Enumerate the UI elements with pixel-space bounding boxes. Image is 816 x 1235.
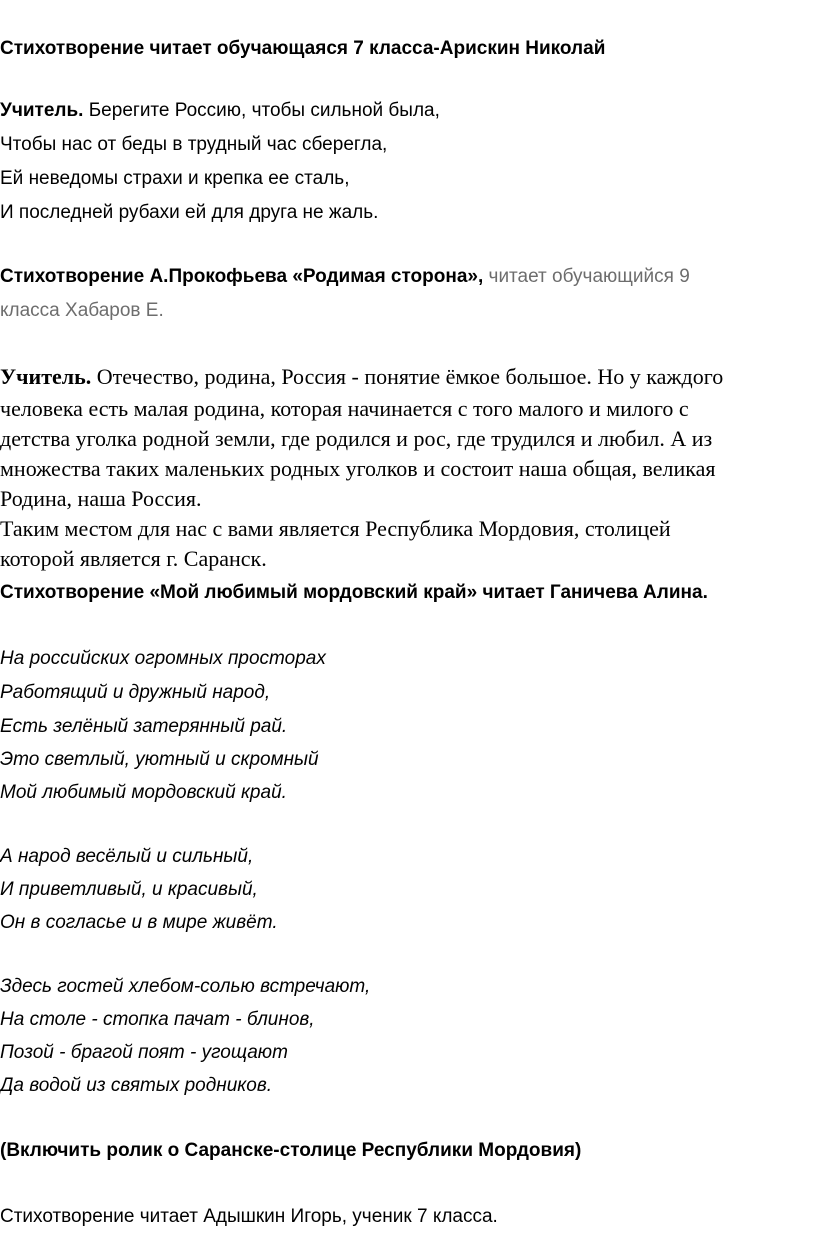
poem-line: Ей неведомы страхи и крепка ее сталь, [0, 168, 350, 189]
last-line: Стихотворение читает Адышкин Игорь, ученик 7 класса. [0, 1206, 498, 1227]
teacher-paragraph-line-1 [0, 364, 723, 390]
stanza-3-line: Позой - брагой поят - угощают [0, 1042, 288, 1063]
teacher-line-1 [0, 100, 440, 122]
teacher-label: Учитель. [0, 100, 84, 121]
stanza-1-line: Мой любимый мордовский край. [0, 782, 287, 803]
heading-poem-reader-2 [0, 266, 690, 288]
paragraph-line: Таким местом для нас с вами является Республика Мордовия, столицей [0, 516, 671, 541]
stanza-1-line: На российских огромных просторах [0, 648, 326, 669]
poem-line: Берегите Россию, чтобы сильной была, [83, 100, 440, 121]
stanza-1-line: Работящий и дружный народ, [0, 682, 271, 703]
paragraph-line: которой является г. Саранск. [0, 546, 267, 571]
stanza-2-line: А народ весёлый и сильный, [0, 846, 254, 867]
poem-title-bold: Стихотворение А.Прокофьева «Родимая сторона», [0, 266, 484, 287]
stanza-3-line: Здесь гостей хлебом-солью встречают, [0, 976, 371, 997]
stanza-1-line: Есть зелёный затерянный рай. [0, 716, 288, 737]
video-note: (Включить ролик о Саранске-столице Республики Мордовия) [0, 1140, 582, 1161]
poem-line: И последней рубахи ей для друга не жаль. [0, 202, 379, 223]
paragraph-line: детства уголка родной земли, где родился и рос, где трудился и любил. А из [0, 426, 713, 451]
heading-poem-reader-3: Стихотворение «Мой любимый мордовский край» читает Ганичева Алина. [0, 582, 708, 603]
teacher-label: Учитель. [0, 364, 92, 389]
stanza-2-line: Он в согласье и в мире живёт. [0, 912, 278, 933]
poem-reader-text-line2: класса Хабаров Е. [0, 300, 164, 321]
paragraph-text: Отечество, родина, Россия - понятие ёмкое большое. Но у каждого [91, 364, 724, 389]
stanza-1-line: Это светлый, уютный и скромный [0, 749, 319, 770]
poem-line: Чтобы нас от беды в трудный час сберегла, [0, 134, 388, 155]
paragraph-line: человека есть малая родина, которая начинается с того малого и милого с [0, 396, 689, 421]
heading-poem-reader-1: Стихотворение читает обучающаяся 7 класса-Арискин Николай [0, 38, 606, 59]
paragraph-line: Родина, наша Россия. [0, 486, 202, 511]
paragraph-line: множества таких маленьких родных уголков и состоит наша общая, великая [0, 456, 716, 481]
stanza-2-line: И приветливый, и красивый, [0, 879, 258, 900]
stanza-3-line: Да водой из святых родников. [0, 1075, 273, 1096]
poem-reader-text: читает обучающийся 9 [483, 266, 690, 287]
stanza-3-line: На столе - стопка пачат - блинов, [0, 1009, 315, 1030]
